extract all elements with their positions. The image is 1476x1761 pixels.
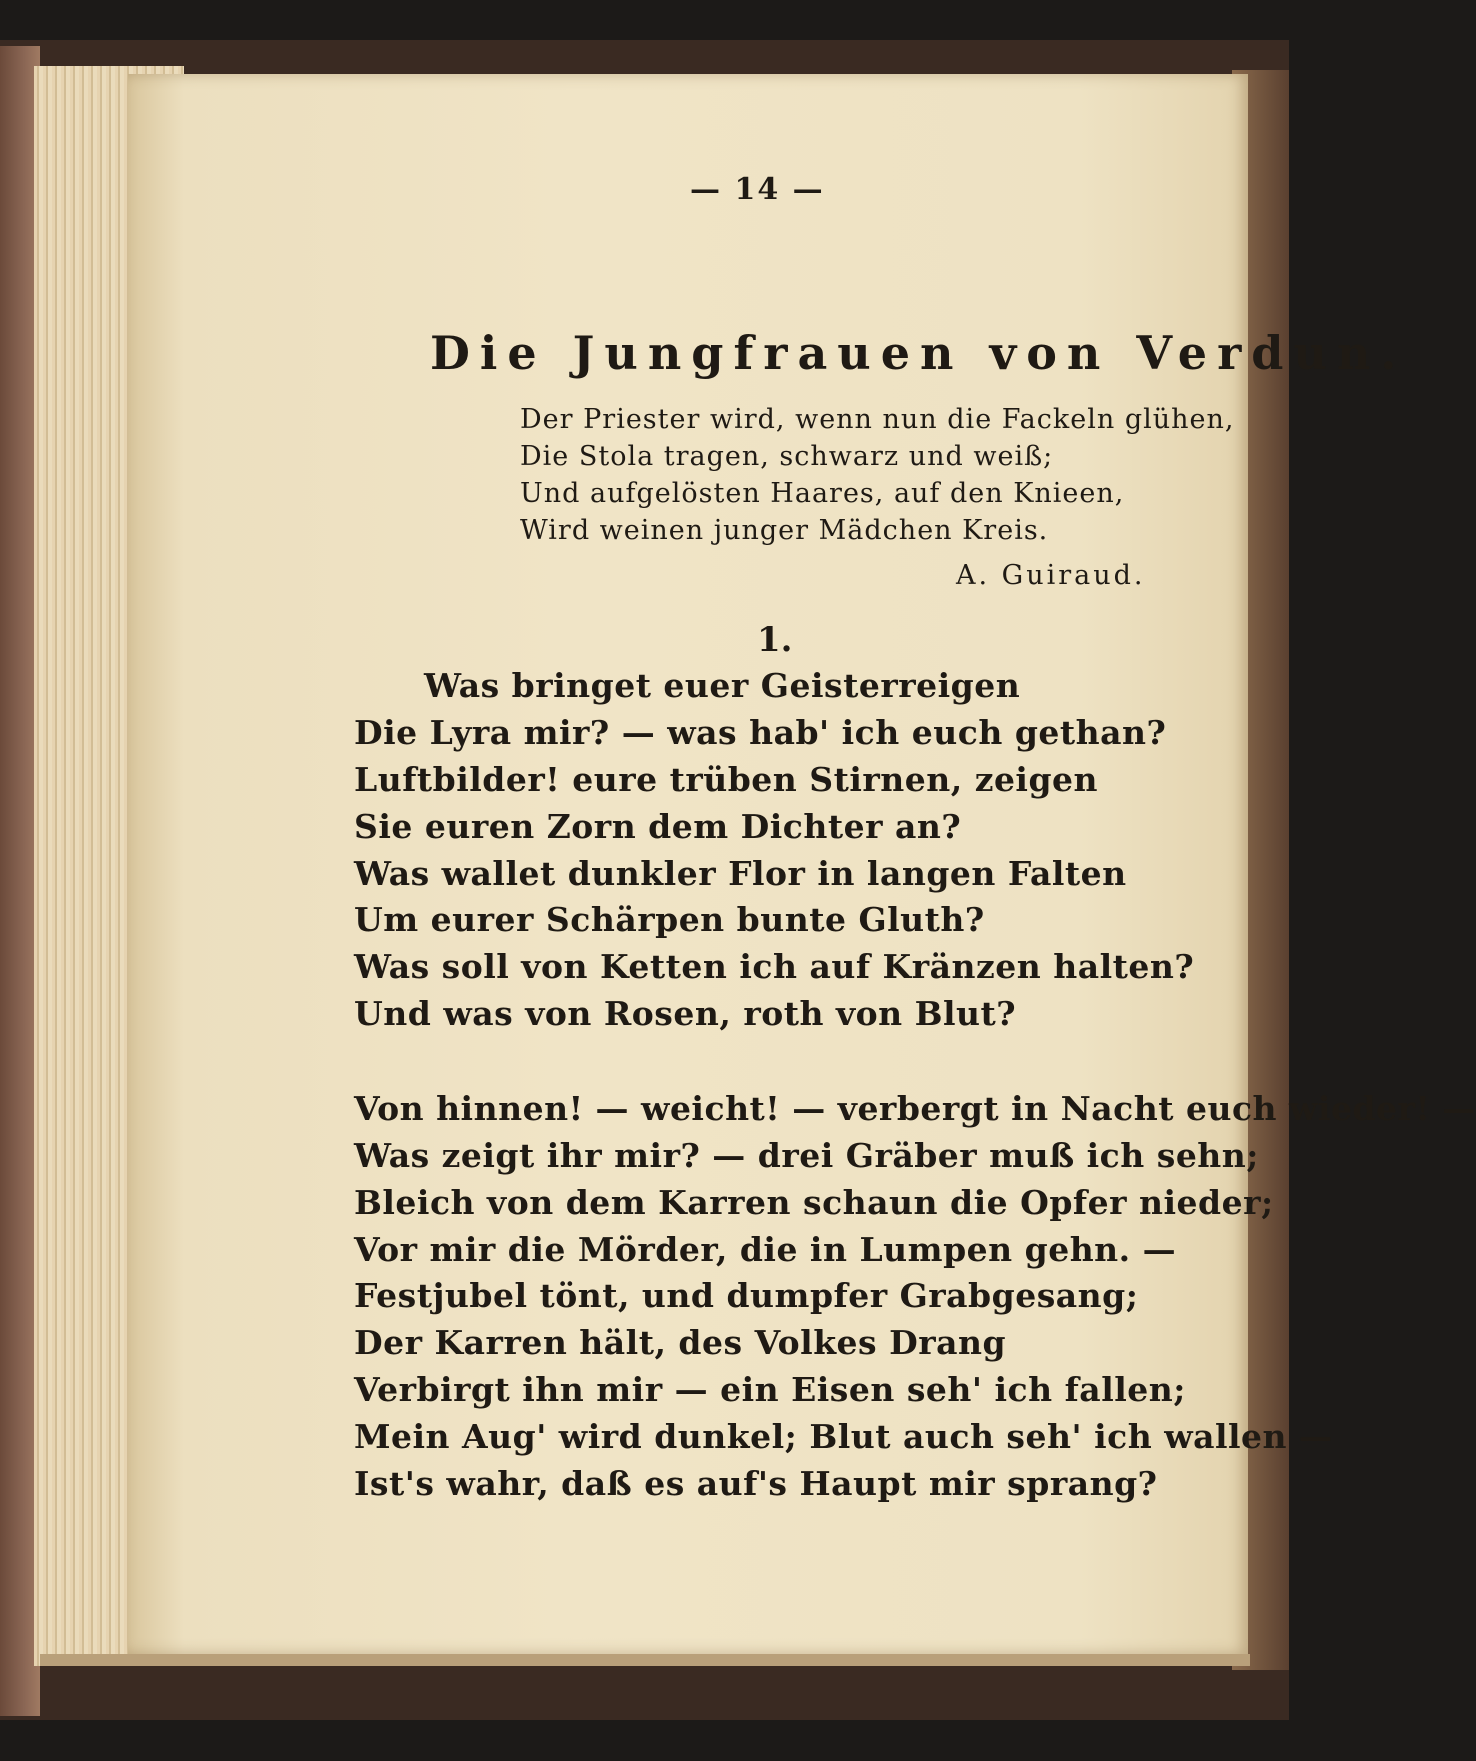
verse-line: Mein Aug' wird dunkel; Blut auch seh' ich wallen — bbox=[354, 1417, 1333, 1456]
verse-line: Der Karren hält, des Volkes Drang bbox=[354, 1323, 1007, 1362]
verse-line: Bleich von dem Karren schaun die Opfer nieder; bbox=[354, 1183, 1274, 1222]
section-number: 1. bbox=[757, 620, 793, 660]
verse-line: Um eurer Schärpen bunte Gluth? bbox=[354, 900, 985, 939]
epigraph-line: Wird weinen junger Mädchen Kreis. bbox=[520, 515, 1049, 546]
verse-line: Die Lyra mir? — was hab' ich euch gethan? bbox=[354, 713, 1167, 752]
verse-line: Was soll von Ketten ich auf Kränzen halten? bbox=[354, 947, 1195, 986]
epigraph-line: Die Stola tragen, schwarz und weiß; bbox=[520, 441, 1054, 472]
epigraph-author: A. Guiraud. bbox=[956, 560, 1146, 591]
verse-line: Was zeigt ihr mir? — drei Gräber muß ich sehn; bbox=[354, 1136, 1259, 1175]
epigraph-line: Und aufgelösten Haares, auf den Knieen, bbox=[520, 478, 1125, 509]
epigraph-line: Der Priester wird, wenn nun die Fackeln glühen, bbox=[520, 404, 1235, 435]
verse-line: Luftbilder! eure trüben Stirnen, zeigen bbox=[354, 760, 1099, 799]
verse-line: Und was von Rosen, roth von Blut? bbox=[354, 994, 1017, 1033]
page-number: — 14 — bbox=[690, 172, 825, 207]
verse-line: Sie euren Zorn dem Dichter an? bbox=[354, 807, 962, 846]
verse-line: Festjubel tönt, und dumpfer Grabgesang; bbox=[354, 1276, 1139, 1315]
verse-line: Ist's wahr, daß es auf's Haupt mir sprang? bbox=[354, 1464, 1158, 1503]
page-bottom-edge bbox=[40, 1654, 1250, 1666]
verse-line: Von hinnen! — weicht! — verbergt in Nacht euch wieder! — bbox=[354, 1089, 1476, 1128]
verse-line: Verbirgt ihn mir — ein Eisen seh' ich fallen; bbox=[354, 1370, 1186, 1409]
verse-line: Was wallet dunkler Flor in langen Falten bbox=[354, 854, 1127, 893]
poem-title: Die Jungfrauen von Verdun. bbox=[430, 326, 1407, 380]
verse-line: Vor mir die Mörder, die in Lumpen gehn. — bbox=[354, 1230, 1177, 1269]
verse-line: Was bringet euer Geisterreigen bbox=[424, 666, 1021, 705]
